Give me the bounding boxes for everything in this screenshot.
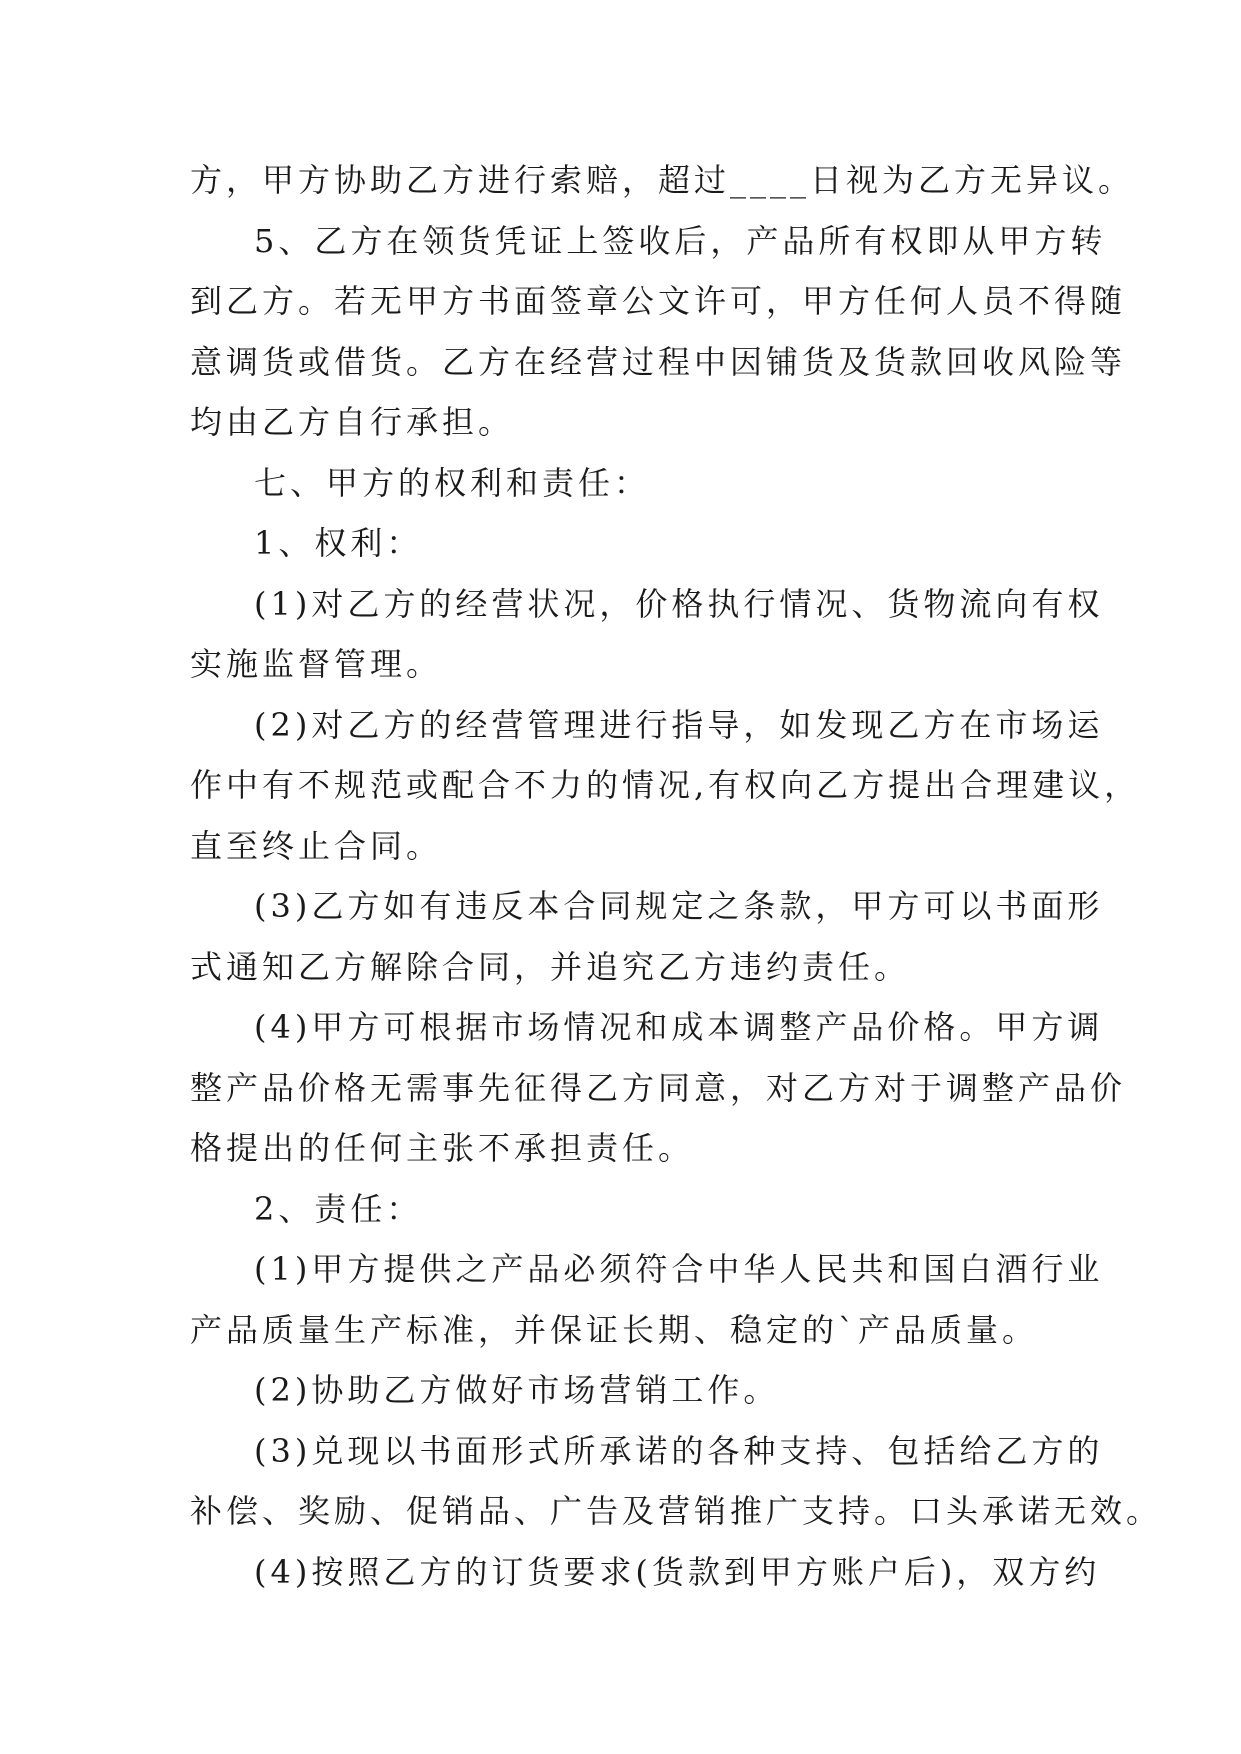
text-line: 到乙方。若无甲方书面签章公文许可，甲方任何人员不得随 xyxy=(190,282,1127,320)
text-line: 作中有不规范或配合不力的情况,有权向乙方提出合理建议， xyxy=(190,766,1141,804)
text-line: (1)甲方提供之产品必须符合中华人民共和国白酒行业 xyxy=(254,1250,1104,1288)
text-line: (3)兑现以书面形式所承诺的各种支持、包括给乙方的 xyxy=(254,1431,1104,1470)
text-line: (1)对乙方的经营状况，价格执行情况、货物流向有权 xyxy=(254,584,1104,623)
text-line: 方，甲方协助乙方进行索赔，超过____日视为乙方无异议。 xyxy=(190,161,1135,199)
text-line: 补偿、奖励、促销品、广告及营销推广支持。口头承诺无效。 xyxy=(190,1492,1163,1530)
document-body xyxy=(190,150,1163,1602)
subsection-heading: 2、责任： xyxy=(254,1189,423,1228)
text-line: 整产品价格无需事先征得乙方同意，对乙方对于调整产品价 xyxy=(190,1068,1127,1107)
text-line: 直至终止合同。 xyxy=(190,826,443,865)
text-line: 产品质量生产标准，并保证长期、稳定的`产品质量。 xyxy=(190,1310,1039,1349)
text-line: 均由乙方自行承担。 xyxy=(190,403,515,441)
text-line: 5、乙方在领货凭证上签收后，产品所有权即从甲方转 xyxy=(254,221,1107,260)
text-line: (2)协助乙方做好市场营销工作。 xyxy=(254,1371,780,1409)
text-line: (4)按照乙方的订货要求(货款到甲方账户后)，双方约 xyxy=(254,1552,1101,1591)
text-line: 实施监督管理。 xyxy=(190,645,443,683)
text-line: 式通知乙方解除合同，并追究乙方违约责任。 xyxy=(190,947,911,986)
section-heading: 七、甲方的权利和责任： xyxy=(254,463,651,502)
text-line: (3)乙方如有违反本合同规定之条款，甲方可以书面形 xyxy=(254,887,1104,925)
subsection-heading: 1、权利： xyxy=(254,524,423,562)
text-line: 意调货或借货。乙方在经营过程中因铺货及货款回收风险等 xyxy=(190,342,1127,381)
text-line: (4)甲方可根据市场情况和成本调整产品价格。甲方调 xyxy=(254,1008,1104,1046)
text-line: 格提出的任何主张不承担责任。 xyxy=(190,1129,695,1167)
text-line: (2)对乙方的经营管理进行指导，如发现乙方在市场运 xyxy=(254,705,1104,744)
